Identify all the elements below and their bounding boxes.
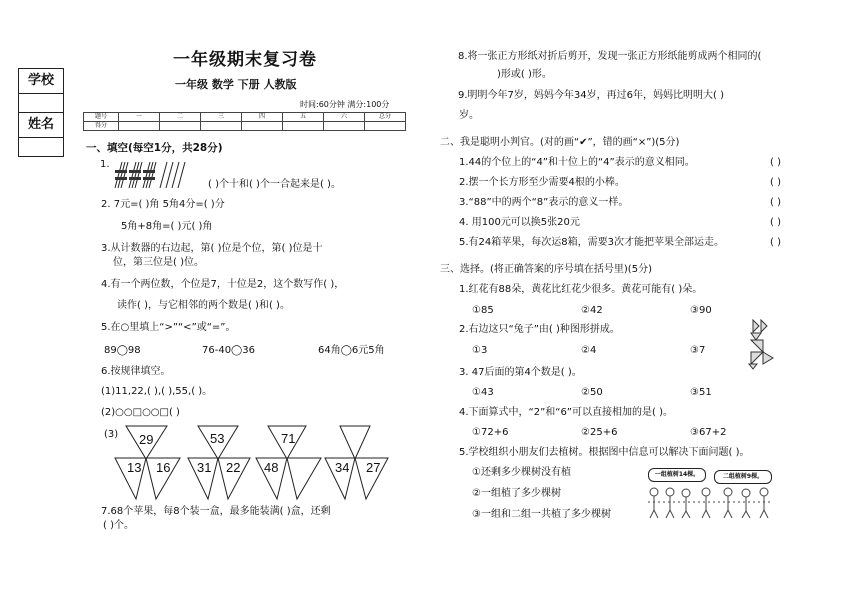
choice-5: 5.学校组织小朋友们去植树。根据图中信息可以解决下面问题( )。 — [459, 447, 750, 458]
choice-3-opt-3[interactable]: ③51 — [690, 387, 712, 398]
q5-compare-c: 64角◯6元5角 — [318, 345, 385, 356]
choice-4-opt-3[interactable]: ③67+2 — [690, 427, 727, 438]
score-head: 总分 — [365, 113, 406, 122]
school-label-cell — [18, 68, 64, 94]
judge-4-answer[interactable]: ( ) — [770, 217, 781, 228]
tri-2-top: 53 — [210, 431, 225, 446]
tri-1-right: 16 — [156, 460, 171, 475]
q2-line-a: 2. 7元=( )角 5角4分=( )分 — [101, 199, 225, 210]
tri-4-right: 27 — [366, 460, 381, 475]
tri-3-left: 48 — [264, 460, 279, 475]
school-input-cell[interactable] — [18, 93, 64, 113]
judge-4: 4. 用100元可以换5张20元 — [459, 217, 580, 228]
q8-line-b: )形或( )形。 — [497, 69, 552, 80]
q4-line-a: 4.有一个两位数，个位是7，十位是2，这个数写作( )， — [101, 279, 345, 290]
tangram-rabbit-icon — [745, 318, 775, 370]
choice-5-opt-3[interactable]: ③一组和二组一共植了多少棵树 — [472, 509, 611, 520]
score-cell[interactable] — [119, 122, 160, 131]
q1-number: 1. — [100, 159, 110, 170]
judge-2: 2.摆一个长方形至少需要4根的小棒。 — [459, 177, 625, 188]
tri-3-top: 71 — [281, 431, 296, 446]
score-head: 六 — [324, 113, 365, 122]
bubble-1-text: 一组植树14棵。 — [654, 471, 700, 478]
score-head: 二 — [160, 113, 201, 122]
q5-compare-b: 76-40◯36 — [202, 345, 255, 356]
q3-line-b: 位，第三位是( )位。 — [113, 257, 204, 268]
judge-5-answer[interactable]: ( ) — [770, 237, 781, 248]
q6-prompt: 6.按规律填空。 — [101, 366, 171, 377]
name-label: 姓名 — [27, 117, 54, 132]
score-cell[interactable] — [324, 122, 365, 131]
q6-part-3: (3) — [104, 429, 119, 440]
score-cell[interactable] — [242, 122, 283, 131]
tri-4-left: 34 — [335, 460, 350, 475]
judge-5: 5.有24箱苹果，每次运8箱，需要3次才能把苹果全部运走。 — [459, 237, 724, 248]
section-1-heading: 一、填空(每空1分，共28分) — [86, 142, 223, 154]
children-planting-trees-icon — [644, 484, 776, 520]
q3-line-a: 3.从计数器的右边起，第( )位是个位，第( )位是十 — [101, 243, 323, 254]
section-2-heading: 二、我是聪明小判官。(对的画“✔”，错的画“×”)(5分) — [440, 137, 680, 148]
name-input-cell[interactable] — [18, 137, 64, 157]
page-subtitle: 一年级 数学 下册 人教版 — [175, 78, 297, 91]
q8-line-a: 8.将一张正方形纸对折后剪开，发现一张正方形纸能剪成两个相同的( — [458, 51, 762, 62]
choice-1-opt-1[interactable]: ①85 — [472, 305, 494, 316]
choice-2-opt-1[interactable]: ①3 — [472, 345, 488, 356]
choice-2-opt-3[interactable]: ③7 — [690, 345, 706, 356]
choice-1-opt-3[interactable]: ③90 — [690, 305, 712, 316]
choice-3-opt-1[interactable]: ①43 — [472, 387, 494, 398]
q9-line-a: 9.明明今年7岁，妈妈今年34岁，再过6年，妈妈比明明大( ) — [458, 90, 724, 101]
q1-text: ( )个十和( )个一合起来是( )。 — [208, 179, 341, 190]
name-label-cell — [18, 112, 64, 138]
choice-4-opt-2[interactable]: ②25+6 — [581, 427, 618, 438]
sticks-bundle-icon — [112, 160, 190, 190]
q6-part-1: (1)11,22,( ),( ),55,( )。 — [101, 386, 213, 397]
choice-3-opt-2[interactable]: ②50 — [581, 387, 603, 398]
q5-compare-a: 89◯98 — [104, 345, 141, 356]
score-row-label: 得分 — [84, 122, 119, 131]
choice-4-opt-1[interactable]: ①72+6 — [472, 427, 509, 438]
score-head: 三 — [201, 113, 242, 122]
q9-line-b: 岁。 — [459, 110, 479, 121]
tri-2-right: 22 — [226, 460, 241, 475]
choice-2: 2.右边这只“兔子”由( )种图形拼成。 — [459, 324, 620, 335]
judge-1-answer[interactable]: ( ) — [770, 157, 781, 168]
page-title: 一年级期末复习卷 — [173, 50, 317, 70]
q4-line-b: 读作( )，与它相邻的两个数是( )和( )。 — [117, 300, 290, 311]
judge-3: 3.“88”中的两个“8”表示的意义一样。 — [459, 197, 629, 208]
score-cell[interactable] — [160, 122, 201, 131]
score-head: 五 — [283, 113, 324, 122]
q7-line-b: ( )个。 — [103, 520, 134, 531]
score-cell[interactable] — [201, 122, 242, 131]
judge-3-answer[interactable]: ( ) — [770, 197, 781, 208]
school-label: 学校 — [27, 73, 54, 88]
q5-prompt: 5.在○里填上“>”“<”或“=”。 — [101, 322, 236, 333]
tri-1-left: 13 — [127, 460, 142, 475]
q7-line-a: 7.68个苹果，每8个装一盒，最多能装满( )盒，还剩 — [101, 506, 331, 517]
speech-bubble-group-2 — [714, 470, 772, 484]
bubble-2-text: 二组植树9棵。 — [722, 473, 764, 480]
section-3-heading: 三、选择。(将正确答案的序号填在括号里)(5分) — [440, 264, 652, 275]
score-cell[interactable] — [283, 122, 324, 131]
tri-2-left: 31 — [197, 460, 212, 475]
score-head: 题号 — [84, 113, 119, 122]
choice-2-opt-2[interactable]: ②4 — [581, 345, 597, 356]
choice-1-opt-2[interactable]: ②42 — [581, 305, 603, 316]
time-info: 时间:60分钟 满分:100分 — [300, 100, 390, 109]
judge-2-answer[interactable]: ( ) — [770, 177, 781, 188]
choice-1: 1.红花有88朵，黄花比红花少很多。黄花可能有( )朵。 — [459, 284, 703, 295]
speech-bubble-group-1 — [648, 468, 706, 482]
choice-5-opt-1[interactable]: ①还剩多少棵树没有植 — [472, 467, 571, 478]
score-table — [83, 112, 406, 131]
triangle-puzzles — [110, 421, 400, 517]
q2-line-b: 5角+8角=( )元( )角 — [121, 221, 213, 232]
tri-1-top: 29 — [139, 432, 154, 447]
judge-1: 1.44的个位上的“4”和十位上的“4”表示的意义相同。 — [459, 157, 695, 168]
q6-part-2: (2)○○□○○□( ) — [101, 407, 180, 418]
choice-5-opt-2[interactable]: ②一组植了多少棵树 — [472, 488, 561, 499]
score-head: 一 — [119, 113, 160, 122]
score-cell[interactable] — [365, 122, 406, 131]
choice-4: 4.下面算式中，“2”和“6”可以直接相加的是( )。 — [459, 407, 673, 418]
choice-3: 3. 47后面的第4个数是( )。 — [459, 367, 582, 378]
score-head: 四 — [242, 113, 283, 122]
